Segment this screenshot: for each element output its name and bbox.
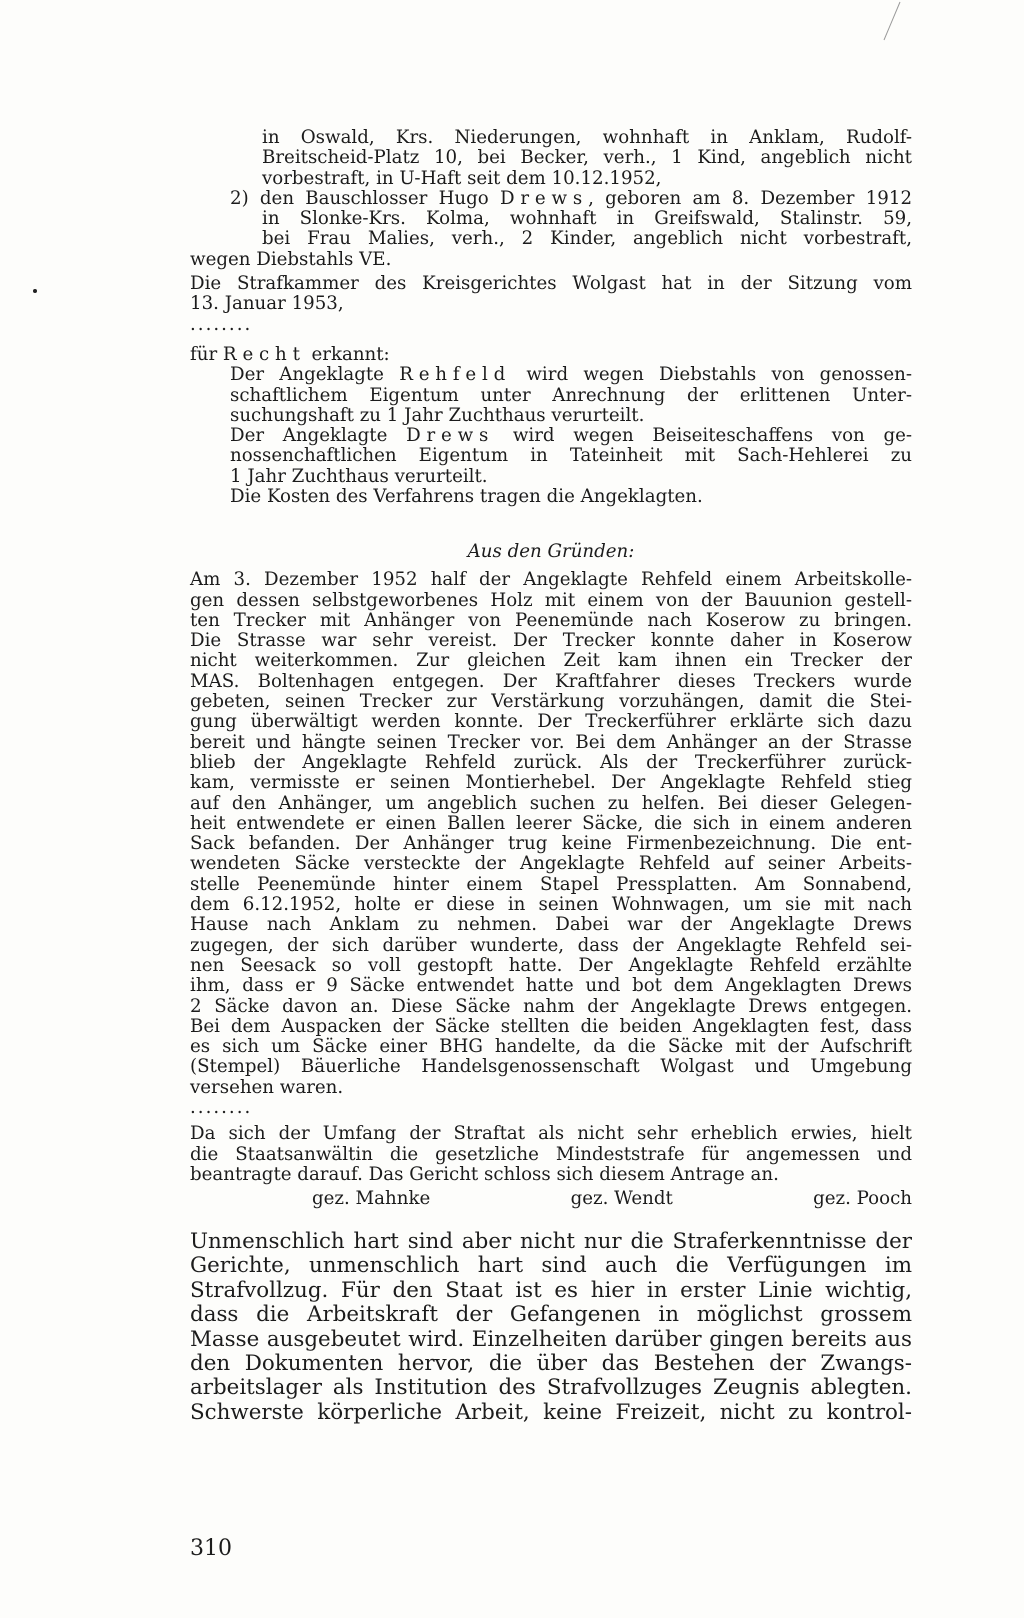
text-line: bei Frau Malies, verh., 2 Kinder, angeblich nicht vorbestraft, xyxy=(262,228,912,250)
sentence-rehfeld: Der Angeklagte Rehfeld wird wegen Diebstahls von genossen- xyxy=(230,364,912,386)
text-line: dem 6.12.1952, holte er diese in seinen Wohnwagen, um sie mit nach xyxy=(190,894,912,916)
margin-scratch-mark xyxy=(864,0,904,60)
text-line: in Slonke-Krs. Kolma, wohnhaft in Greifswald, Stalinstr. 59, xyxy=(262,208,912,230)
text-line: Breitscheid-Platz 10, bei Becker, verh., 1 Kind, angeblich nicht xyxy=(262,147,912,169)
text-line: wegen Diebstahls VE. xyxy=(190,248,392,270)
text-line: ihm, dass er 9 Säcke entwendet hatte und bot dem Angeklagten Drews xyxy=(190,975,912,997)
reasons-heading: Aus den Gründen: xyxy=(467,541,635,562)
margin-dot-mark xyxy=(33,289,37,293)
text-line: Unmenschlich hart sind aber nicht nur die Straferkenntnisse der xyxy=(190,1229,912,1254)
text-line: auf den Anhänger, um angeblich suchen zu helfen. Bei dieser Gelegen- xyxy=(190,792,912,814)
text-line: Strafvollzug. Für den Staat ist es hier in erster Linie wichtig, xyxy=(190,1277,912,1303)
text-line: Sack befanden. Der Anhänger trug keine Firmenbezeichnung. Die ent- xyxy=(190,833,912,855)
text-line: gung überwältigt werden konnte. Der Treckerführer erklärte sich dazu xyxy=(190,711,912,733)
text-line: Am 3. Dezember 1952 half der Angeklagte Rehfeld einem Arbeitskolle- xyxy=(190,569,912,591)
text-line: Die Kosten des Verfahrens tragen die Angeklagten. xyxy=(230,486,703,508)
text-line: nicht weiterkommen. Zur gleichen Zeit kam ihnen ein Trecker der xyxy=(190,650,912,672)
text-line: Da sich der Umfang der Straftat als nicht sehr erheblich erwies, hielt xyxy=(190,1123,912,1145)
text-line: ten Trecker mit Anhänger von Peenemünde nach Koserow zu bringen. xyxy=(190,609,912,631)
text-line: Gerichte, unmenschlich hart sind auch die Verfügungen im xyxy=(190,1253,912,1279)
signature-row xyxy=(190,1189,912,1209)
text-line: zugegen, der sich darüber wunderte, dass der Angeklagte Rehfeld sei- xyxy=(190,934,912,956)
verdict-section xyxy=(190,128,912,507)
spaced-name: Drews xyxy=(406,425,495,447)
commentary-paragraph xyxy=(190,1230,912,1425)
text-line: dass die Arbeitskraft der Gefangenen in möglichst grossem xyxy=(190,1302,912,1328)
text-line: nen Seesack so voll gestopft hatte. Der Angeklagte Rehfeld erzählte xyxy=(190,954,912,976)
page-number: 310 xyxy=(190,1536,232,1561)
text-line: nossenchaftlichen Eigentum in Tateinheit mit Sach-Hehlerei zu xyxy=(230,445,912,467)
signature: gez. Wendt xyxy=(570,1188,673,1210)
text-line: Hause nach Anklam zu nehmen. Dabei war der Angeklagte Drews xyxy=(190,914,912,936)
text-line: Die Strafkammer des Kreisgerichtes Wolgast hat in der Sitzung vom xyxy=(190,273,912,295)
spaced-word: Recht xyxy=(222,343,306,365)
text-line: schaftlichem Eigentum unter Anrechnung der erlittenen Unter- xyxy=(230,384,912,406)
signature: gez. Pooch xyxy=(813,1188,912,1210)
text-line: Bei dem Auspacken der Säcke stellten die beiden Angeklagten fest, dass xyxy=(190,1015,912,1037)
text-line: Die Strasse war sehr vereist. Der Trecker konnte daher in Koserow xyxy=(190,630,912,652)
text-line: gen dessen selbstgeworbenes Holz mit einem von der Bauunion gestell- xyxy=(190,589,912,611)
text-line: Masse ausgebeutet wird. Einzelheiten darüber gingen bereits aus xyxy=(190,1326,912,1352)
defendant-item-2: 2) den Bauschlosser Hugo Drews, geboren am 8. Dezember 1912 xyxy=(230,187,913,209)
text-line: heit entwendete er einen Ballen leerer Säcke, die sich in einem anderen xyxy=(190,812,912,834)
text-line: MAS. Boltenhagen entgegen. Der Kraftfahrer dieses Treckers wurde xyxy=(190,670,912,692)
text-line: (Stempel) Bäuerliche Handelsgenossenschaft Wolgast und Umgebung xyxy=(190,1056,912,1078)
text-line: vorbestraft, in U-Haft seit dem 10.12.1952, xyxy=(262,167,662,189)
text-line: 1 Jahr Zuchthaus verurteilt. xyxy=(230,465,488,487)
reasons-section xyxy=(190,542,912,1210)
text-line: den Dokumenten hervor, die über das Bestehen der Zwangs- xyxy=(190,1351,912,1377)
verdict-intro: für Recht erkannt: xyxy=(190,343,390,365)
text-line: arbeitslager als Institution des Strafvollzuges Zeugnis ablegten. xyxy=(190,1375,912,1401)
text-line: die Staatsanwältin die gesetzliche Mindeststrafe für angemessen und xyxy=(190,1143,912,1165)
signature: gez. Mahnke xyxy=(312,1188,431,1210)
text-line: beantragte darauf. Das Gericht schloss sich diesem Antrage an. xyxy=(190,1163,779,1185)
text-line: versehen waren. xyxy=(190,1076,344,1098)
spaced-name: Rehfeld xyxy=(399,364,512,386)
sentence-drews: Der Angeklagte Drews wird wegen Beiseiteschaffens von ge- xyxy=(230,425,912,447)
text-line: 13. Januar 1953, xyxy=(190,293,344,315)
text-line: kam, vermisste er seinen Montierhebel. Der Angeklagte Rehfeld stieg xyxy=(190,772,912,794)
text-line: bereit und hängte seinen Trecker vor. Bei dem Anhänger an der Strasse xyxy=(190,731,912,753)
ellipsis-dots: ........ xyxy=(190,1097,253,1119)
spaced-name: Drews xyxy=(500,187,589,209)
text-line: blieb der Angeklagte Rehfeld zurück. Als der Treckerführer zurück- xyxy=(190,751,912,773)
text-line: gebeten, seinen Trecker zur Verstärkung vorzuhängen, damit die Stei- xyxy=(190,691,912,713)
text-line: Schwerste körperliche Arbeit, keine Freizeit, nicht zu kontrol- xyxy=(190,1399,912,1425)
text-line: stelle Peenemünde hinter einem Stapel Pressplatten. Am Sonnabend, xyxy=(190,873,912,895)
text-line: in Oswald, Krs. Niederungen, wohnhaft in Anklam, Rudolf- xyxy=(262,127,912,148)
ellipsis-dots: ........ xyxy=(190,313,253,335)
text-line: 2 Säcke davon an. Diese Säcke nahm der Angeklagte Drews entgegen. xyxy=(190,995,912,1017)
text-line: es sich um Säcke einer BHG handelte, da die Säcke mit der Aufschrift xyxy=(190,1036,912,1058)
text-line: wendeten Säcke versteckte der Angeklagte Rehfeld auf seiner Arbeits- xyxy=(190,853,912,875)
text-line: suchungshaft zu 1 Jahr Zuchthaus verurteilt. xyxy=(230,404,645,426)
